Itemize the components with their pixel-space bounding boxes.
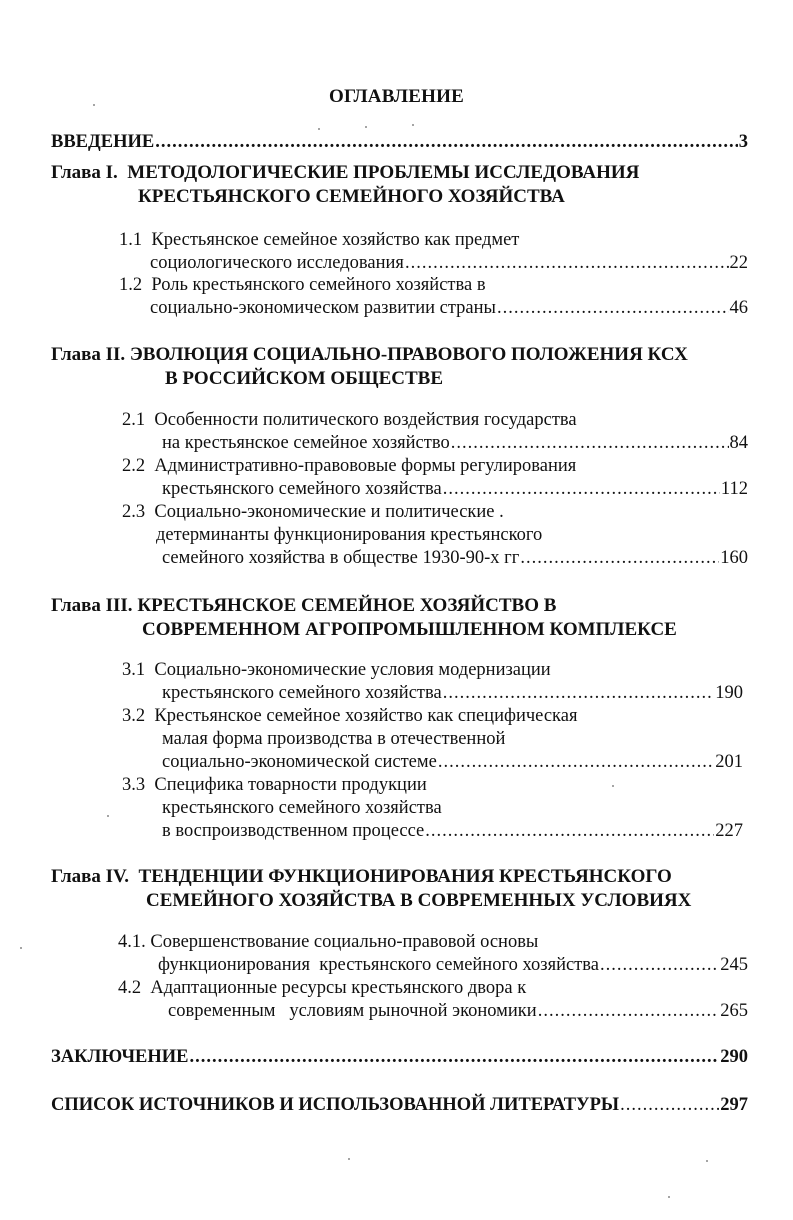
section-3-2-continuation[interactable] — [162, 751, 743, 773]
toc-page-number: 46 — [729, 298, 748, 318]
dot-leader — [443, 478, 720, 500]
chapter-prefix: Глава I. — [51, 162, 118, 183]
scan-speck — [706, 1160, 708, 1162]
toc-page-number: 3 — [738, 132, 748, 152]
chapter-prefix: Глава III. — [51, 595, 133, 616]
chapter-title-line1: ТЕНДЕНЦИИ ФУНКЦИОНИРОВАНИЯ КРЕСТЬЯНСКОГО — [138, 866, 672, 887]
toc-entry-bibliography[interactable] — [51, 1094, 748, 1116]
section-4-1-continuation[interactable] — [158, 954, 748, 976]
section-title-continuation: социологического исследования — [150, 253, 404, 273]
section-title: Совершенствование социально-правовой основы — [150, 932, 539, 952]
section-4-1[interactable] — [118, 931, 538, 953]
dot-leader — [443, 682, 715, 704]
toc-page-number: 290 — [720, 1047, 748, 1067]
toc-page-number: 84 — [729, 433, 748, 453]
toc-entry-label: ЗАКЛЮЧЕНИЕ — [51, 1047, 189, 1067]
scan-speck — [668, 1196, 670, 1198]
section-title: Социально-экономические и политические . — [154, 502, 504, 522]
chapter-title-line1: ЭВОЛЮЦИЯ СОЦИАЛЬНО-ПРАВОВОГО ПОЛОЖЕНИЯ КСХ — [129, 344, 688, 365]
chapter-prefix: Глава IV. — [51, 866, 130, 887]
chapter-3-heading[interactable] — [51, 595, 556, 617]
dot-leader — [425, 820, 714, 842]
toc-page-number: 112 — [720, 479, 748, 499]
scan-speck — [365, 126, 367, 128]
toc-page-number: 160 — [720, 548, 748, 568]
toc-entry-label: ВВЕДЕНИЕ — [51, 132, 155, 152]
section-3-3-continuation[interactable] — [162, 820, 743, 842]
section-number: 2.3 — [122, 502, 146, 522]
section-number: 2.1 — [122, 410, 146, 430]
section-number: 3.3 — [122, 775, 146, 795]
dot-leader — [451, 432, 729, 454]
section-title-continuation: в воспроизводственном процессе — [162, 821, 425, 841]
dot-leader — [405, 252, 729, 274]
chapter-1-heading-line2: КРЕСТЬЯНСКОГО СЕМЕЙНОГО ХОЗЯЙСТВА — [138, 186, 565, 207]
section-title-continuation: социально-экономической системе — [162, 752, 437, 772]
dot-leader — [438, 751, 714, 773]
section-title: Социально-экономические условия модернизации — [154, 660, 551, 680]
section-title: Административно-правововые формы регулирования — [154, 456, 577, 476]
dot-leader — [155, 131, 738, 153]
section-3-3-line2: крестьянского семейного хозяйства — [162, 798, 442, 818]
dot-leader — [600, 954, 719, 976]
section-title: Особенности политического воздействия государства — [154, 410, 577, 430]
scan-speck — [318, 128, 320, 130]
chapter-2-heading[interactable] — [51, 344, 688, 366]
chapter-1-heading[interactable] — [51, 162, 639, 184]
section-1-2-continuation[interactable] — [150, 297, 748, 319]
toc-entry-conclusion[interactable] — [51, 1046, 748, 1068]
section-title: Специфика товарности продукции — [154, 775, 427, 795]
toc-page-number: 227 — [715, 821, 743, 841]
scan-speck — [20, 947, 22, 949]
page-title: ОГЛАВЛЕНИЕ — [329, 86, 464, 107]
section-number: 4.1. — [118, 932, 146, 952]
section-number: 1.1 — [119, 230, 143, 250]
toc-entry-label: СПИСОК ИСТОЧНИКОВ И ИСПОЛЬЗОВАННОЙ ЛИТЕРАТУРЫ — [51, 1095, 620, 1115]
toc-page-number: 265 — [720, 1001, 748, 1021]
section-2-3-continuation[interactable] — [162, 547, 748, 569]
section-number: 3.2 — [122, 706, 146, 726]
dot-leader — [190, 1046, 720, 1068]
section-title: Адаптационные ресурсы крестьянского двора к — [150, 978, 527, 998]
section-1-1-continuation[interactable] — [150, 252, 748, 274]
section-2-2-continuation[interactable] — [162, 478, 748, 500]
chapter-4-heading[interactable] — [51, 866, 672, 888]
section-2-3[interactable] — [122, 501, 504, 523]
section-title-continuation: функционирования крестьянского семейного хозяйства — [158, 955, 599, 975]
scan-speck — [348, 1158, 350, 1160]
toc-page-number: 297 — [720, 1095, 748, 1115]
section-2-1[interactable] — [122, 409, 577, 431]
scan-speck — [93, 104, 95, 106]
dot-leader — [497, 297, 729, 319]
section-title: Роль крестьянского семейного хозяйства в — [151, 275, 486, 295]
chapter-2-heading-line2: В РОССИЙСКОМ ОБЩЕСТВЕ — [165, 368, 444, 389]
section-3-2-line2: малая форма производства в отечественной — [162, 729, 506, 749]
section-1-2[interactable] — [119, 274, 486, 296]
section-title: Крестьянское семейное хозяйство как предмет — [151, 230, 520, 250]
section-title-continuation: семейного хозяйства в обществе 1930-90-х гг — [162, 548, 520, 568]
section-3-1[interactable] — [122, 659, 551, 681]
scan-speck — [107, 815, 109, 817]
section-title: Крестьянское семейное хозяйство как специфическая — [154, 706, 578, 726]
chapter-4-heading-line2: СЕМЕЙНОГО ХОЗЯЙСТВА В СОВРЕМЕННЫХ УСЛОВИЯХ — [146, 890, 692, 911]
scan-speck — [612, 785, 614, 787]
section-4-2-continuation[interactable] — [168, 1000, 748, 1022]
section-1-1[interactable] — [119, 229, 519, 251]
section-number: 4.2 — [118, 978, 142, 998]
section-2-1-continuation[interactable] — [162, 432, 748, 454]
section-3-1-continuation[interactable] — [162, 682, 743, 704]
section-title-continuation: крестьянского семейного хозяйства — [162, 683, 442, 703]
section-title-continuation: социально-экономическом развитии страны — [150, 298, 496, 318]
section-number: 1.2 — [119, 275, 143, 295]
section-title-continuation: на крестьянское семейное хозяйство — [162, 433, 450, 453]
dot-leader — [538, 1000, 720, 1022]
toc-page-number: 201 — [715, 752, 743, 772]
section-2-2[interactable] — [122, 455, 576, 477]
toc-entry-introduction[interactable] — [51, 131, 748, 153]
section-title-continuation: крестьянского семейного хозяйства — [162, 479, 442, 499]
toc-page-number: 22 — [729, 253, 748, 273]
dot-leader — [520, 547, 719, 569]
section-3-3[interactable] — [122, 774, 427, 796]
chapter-3-heading-line2: СОВРЕМЕННОМ АГРОПРОМЫШЛЕННОМ КОМПЛЕКСЕ — [142, 619, 677, 640]
section-3-2[interactable] — [122, 705, 577, 727]
section-2-3-line2: детерминанты функционирования крестьянского — [156, 525, 543, 545]
toc-page-number: 190 — [715, 683, 743, 703]
dot-leader — [620, 1094, 719, 1116]
section-title-continuation: современным условиям рыночной экономики — [168, 1001, 537, 1021]
toc-page-number: 245 — [720, 955, 748, 975]
section-number: 3.1 — [122, 660, 146, 680]
section-number: 2.2 — [122, 456, 146, 476]
chapter-title-line1: КРЕСТЬЯНСКОЕ СЕМЕЙНОЕ ХОЗЯЙСТВО В — [137, 595, 557, 616]
chapter-title-line1: МЕТОДОЛОГИЧЕСКИЕ ПРОБЛЕМЫ ИССЛЕДОВАНИЯ — [127, 162, 640, 183]
section-4-2[interactable] — [118, 977, 526, 999]
scan-speck — [412, 124, 414, 126]
chapter-prefix: Глава II. — [51, 344, 126, 365]
